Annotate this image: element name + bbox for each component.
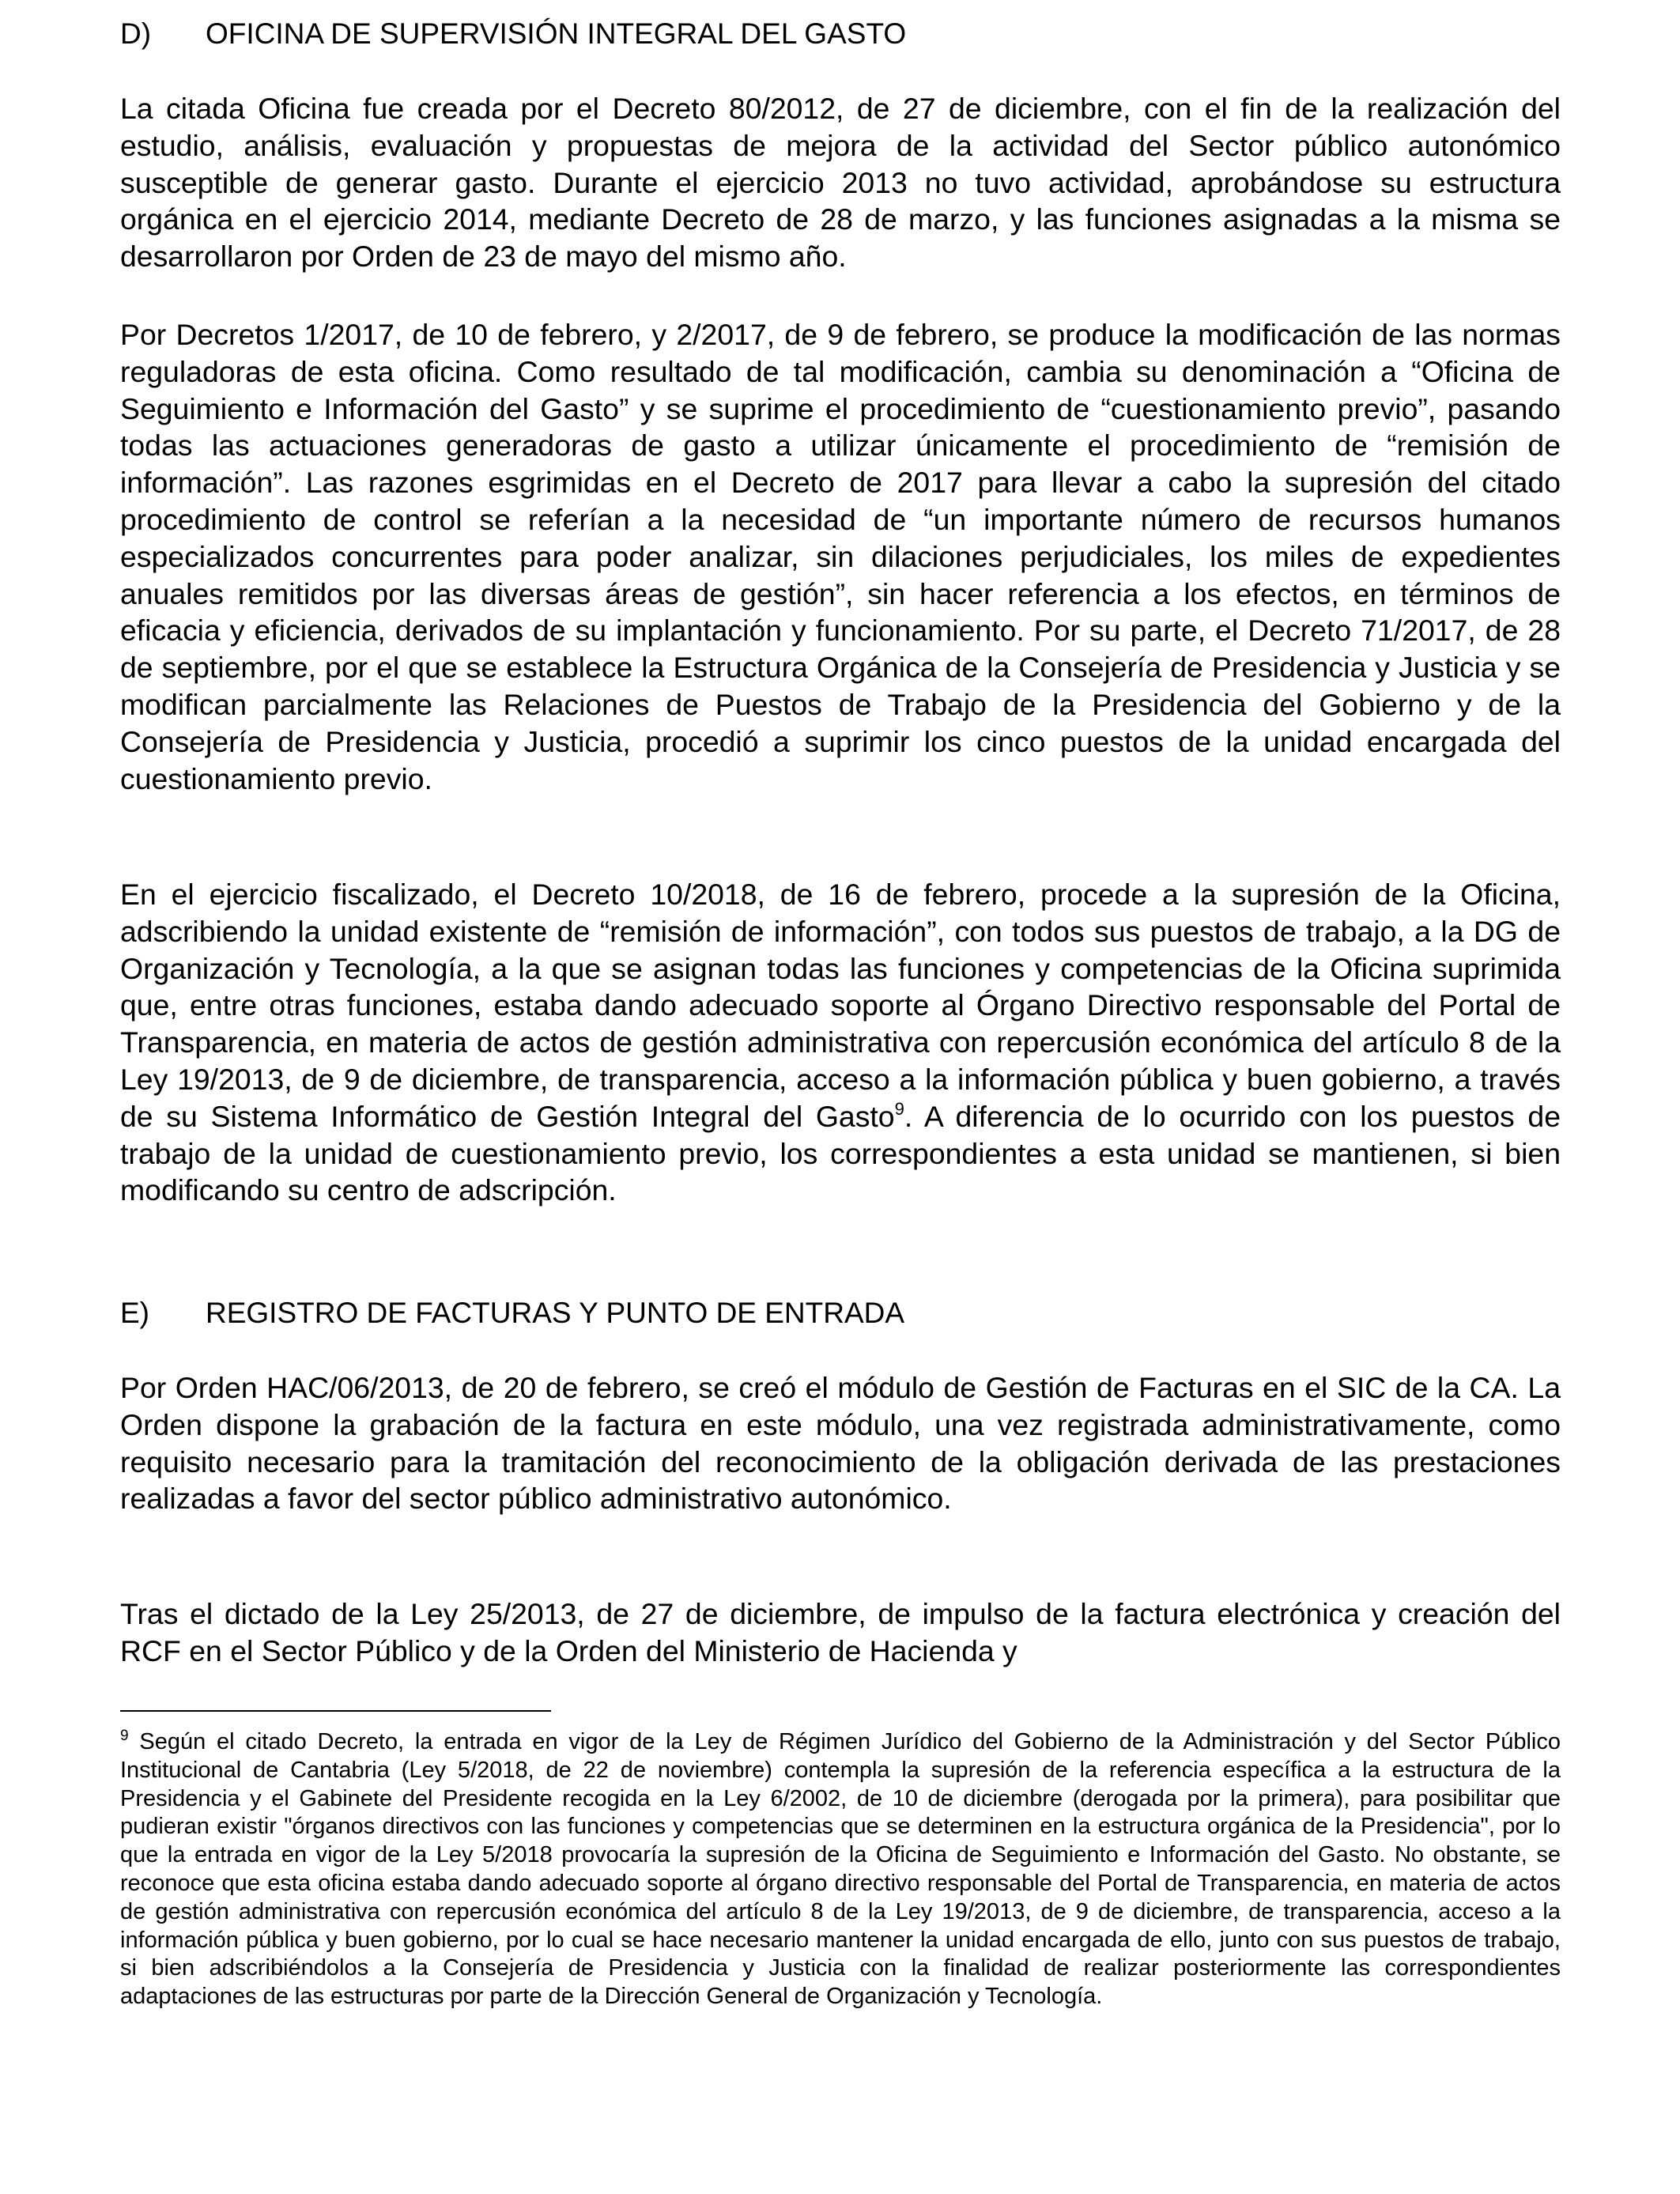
footnote [120, 1728, 1561, 2011]
section-d-letter: D) [120, 17, 152, 50]
footnote-text: Según el citado Decreto, la entrada en vigor de la Ley de Régimen Jurídico del Gobierno de la Administración y del Sector Público Institucional de Cantabria (Ley 5/2018, de 22 de noviembre) contempla la supresión de la referencia específica a la estructura de la Presidencia y el Gabinete del Presidente recogida en la Ley 6/2002, de 10 de diciembre (derogada por la primera), para posibilitar que pudieran existir "órganos directivos con las funciones y competencias que se determinen en la estructura orgánica de la Presidencia", por lo que la entrada en vigor de la Ley 5/2018 provocaría la supresión de la Oficina de Seguimiento e Información del Gasto. No obstante, se reconoce que esta oficina estaba dando adecuado soporte al órgano directivo responsable del Portal de Transparencia, en materia de actos de gestión administrativa con repercusión económica del artículo 8 de la Ley 19/2013, de 9 de diciembre, de transparencia, acceso a la información pública y buen gobierno, por lo cual se hace necesario mantener la unidad encargada de ello, junto con sus puestos de trabajo, si bien adscribiéndolos a la Consejería de Presidencia y Justicia con la finalidad de realizar posteriormente las correspondientes adaptaciones de las estructuras por parte de la Dirección General de Organización y Tecnología. [120, 1729, 1561, 2010]
section-d-paragraph-3-text: En el ejercicio fiscalizado, el Decreto 10/2018, de 16 de febrero, procede a la supresión de la Oficina, adscribiendo la unidad existente de “remisión de información”, con todos sus puestos de trabajo, a la DG de Organización y Tecnología, a la que se asignan todas las funciones y competencias de la Oficina suprimida que, entre otras funciones, estaba dando adecuado soporte al Órgano Directivo responsable del Portal de Transparencia, en materia de actos de gestión administrativa con repercusión económica del artículo 8 de la Ley 19/2013, de 9 de diciembre, de transparencia, acceso a la información pública y buen gobierno, a través de su Sistema Informático de Gestión Integral del Gasto [120, 878, 1561, 1133]
section-d-title: OFICINA DE SUPERVISIÓN INTEGRAL DEL GASTO [206, 17, 907, 50]
section-e-paragraph-2: Tras el dictado de la Ley 25/2013, de 27 de diciembre, de impulso de la factura electrónica y creación del RCF en el Sector Público y de la Orden del Ministerio de Hacienda y [120, 1597, 1561, 1667]
section-d-heading [120, 16, 906, 52]
footnote-separator [120, 1710, 551, 1712]
footnote-reference[interactable]: 9 [894, 1098, 904, 1119]
section-e-heading [120, 1295, 904, 1331]
section-e-paragraph-1: Por Orden HAC/06/2013, de 20 de febrero, se creó el módulo de Gestión de Facturas en el SIC de la CA. La Orden dispone la grabación de la factura en este módulo, una vez registrada administrativamente, como requisito necesario para la tramitación del reconocimiento de la obligación derivada de las prestaciones realizadas a favor del sector público administrativo autonómico. [120, 1371, 1561, 1516]
section-e-title: REGISTRO DE FACTURAS Y PUNTO DE ENTRADA [206, 1297, 905, 1329]
section-d-paragraph-3-text-end: . A diferencia de lo ocurrido con los puestos de trabajo de la unidad de cuestionamiento previo, los correspondientes a esta unidad se mantienen, si bien modificando su centro de adscripción. [120, 1099, 1561, 1207]
section-d-paragraph-3 [120, 876, 1561, 1209]
section-d-paragraph-2: Por Decretos 1/2017, de 10 de febrero, y 2/2017, de 9 de febrero, se produce la modificación de las normas reguladoras de esta oficina. Como resultado de tal modificación, cambia su denominación a “Oficina de Seguimiento e Información del Gasto” y se suprime el procedimiento de “cuestionamiento previo”, pasando todas las actuaciones generadoras de gasto a utilizar únicamente el procedimiento de “remisión de información”. Las razones esgrimidas en el Decreto de 2017 para llevar a cabo la supresión del citado procedimiento de control se referían a la necesidad de “un importante número de recursos humanos especializados concurrentes para poder analizar, sin dilaciones perjudiciales, los miles de expedientes anuales remitidos por las diversas áreas de gestión”, sin hacer referencia a los efectos, en términos de eficacia y eficiencia, derivados de su implantación y funcionamiento. Por su parte, el Decreto 71/2017, de 28 de septiembre, por el que se establece la Estructura Orgánica de la Consejería de Presidencia y Justicia y se modifican parcialmente las Relaciones de Puestos de Trabajo de la Presidencia del Gobierno y de la Consejería de Presidencia y Justicia, procedió a suprimir los cinco puestos de la unidad encargada del cuestionamiento previo. [120, 318, 1561, 795]
section-e-letter: E) [120, 1297, 149, 1329]
footnote-number: 9 [120, 1728, 129, 1744]
section-d-paragraph-1: La citada Oficina fue creada por el Decreto 80/2012, de 27 de diciembre, con el fin de la realización del estudio, análisis, evaluación y propuestas de mejora de la actividad del Sector público autonómico susceptible de generar gasto. Durante el ejercicio 2013 no tuvo actividad, aprobándose su estructura orgánica en el ejercicio 2014, mediante Decreto de 28 de marzo, y las funciones asignadas a la misma se desarrollaron por Orden de 23 de mayo del mismo año. [120, 92, 1561, 274]
